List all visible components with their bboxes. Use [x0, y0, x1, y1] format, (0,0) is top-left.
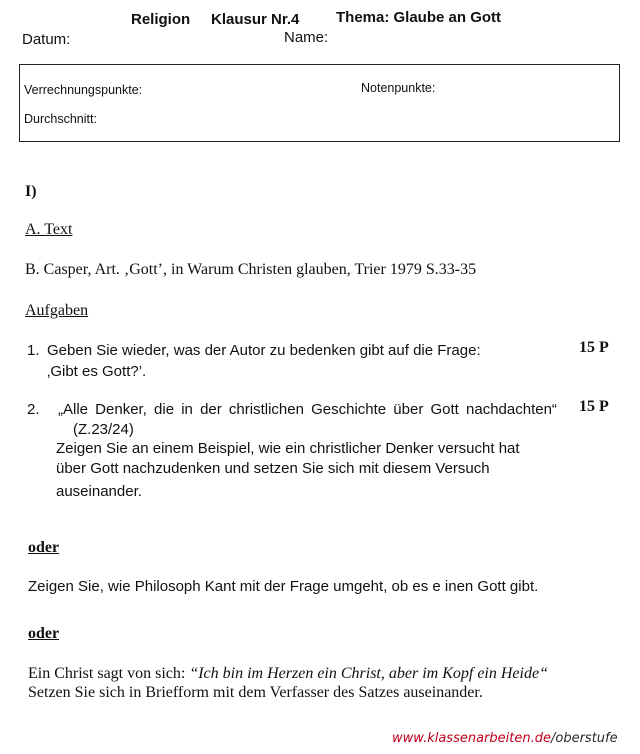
task-1-line1: Geben Sie wieder, was der Autor zu bedenken gibt auf die Frage: — [47, 342, 481, 359]
task-1-number: 1. — [27, 342, 40, 359]
exam-number: Klausur Nr.4 — [211, 11, 300, 28]
alternative-2-text: Setzen Sie sich in Briefform mit dem Verfasser des Satzes auseinander. — [28, 684, 483, 701]
tasks-heading: Aufgaben — [25, 302, 89, 319]
watermark-slash: / — [550, 731, 556, 746]
alternative-2-quote: “Ich bin im Herzen ein Christ, aber im Kopf ein Heide“ — [189, 665, 548, 682]
text-heading: A. Text — [25, 221, 73, 238]
score-box — [19, 64, 620, 142]
section-number: I) — [25, 183, 37, 200]
watermark-path: oberstufe — [555, 731, 618, 746]
watermark-url — [392, 731, 618, 746]
watermark-site: www.klassenarbeiten.de — [392, 731, 551, 746]
task-2-line3: auseinander. — [56, 483, 142, 500]
task-1-points: 15 P — [579, 339, 609, 356]
average-label: Durchschnitt: — [24, 112, 97, 126]
points-label: Verrechnungspunkte: — [24, 83, 143, 97]
task-2-line-ref: (Z.23/24) — [73, 421, 134, 438]
exam-topic: Thema: Glaube an Gott — [336, 9, 502, 26]
grade-points-label: Notenpunkte: — [361, 81, 436, 95]
task-2-number: 2. — [27, 401, 40, 418]
alternative-2-line1 — [28, 665, 548, 683]
task-1-line2: ‚Gibt es Gott?’. — [47, 363, 147, 380]
oder-label-2: oder — [28, 625, 60, 642]
oder-label-1: oder — [28, 539, 60, 556]
alternative-2-intro: Ein Christ sagt von sich: — [28, 665, 186, 682]
source-reference: B. Casper, Art. ‚Gott’, in Warum Christen glauben, Trier 1979 S.33-35 — [25, 261, 477, 278]
task-2-quote: „Alle Denker, die in der christlichen Geschichte über Gott nachdachten“ — [58, 401, 557, 418]
task-2-points: 15 P — [579, 398, 609, 415]
name-label: Name: — [284, 29, 329, 46]
task-2-line1: Zeigen Sie an einem Beispiel, wie ein christlicher Denker versucht hat — [56, 440, 520, 457]
subject-title: Religion — [131, 11, 191, 28]
task-2-line2: über Gott nachzudenken und setzen Sie sich mit diesem Versuch — [56, 460, 490, 477]
alternative-1-text: Zeigen Sie, wie Philosoph Kant mit der Frage umgeht, ob es e inen Gott gibt. — [28, 578, 539, 595]
date-label: Datum: — [22, 31, 71, 48]
